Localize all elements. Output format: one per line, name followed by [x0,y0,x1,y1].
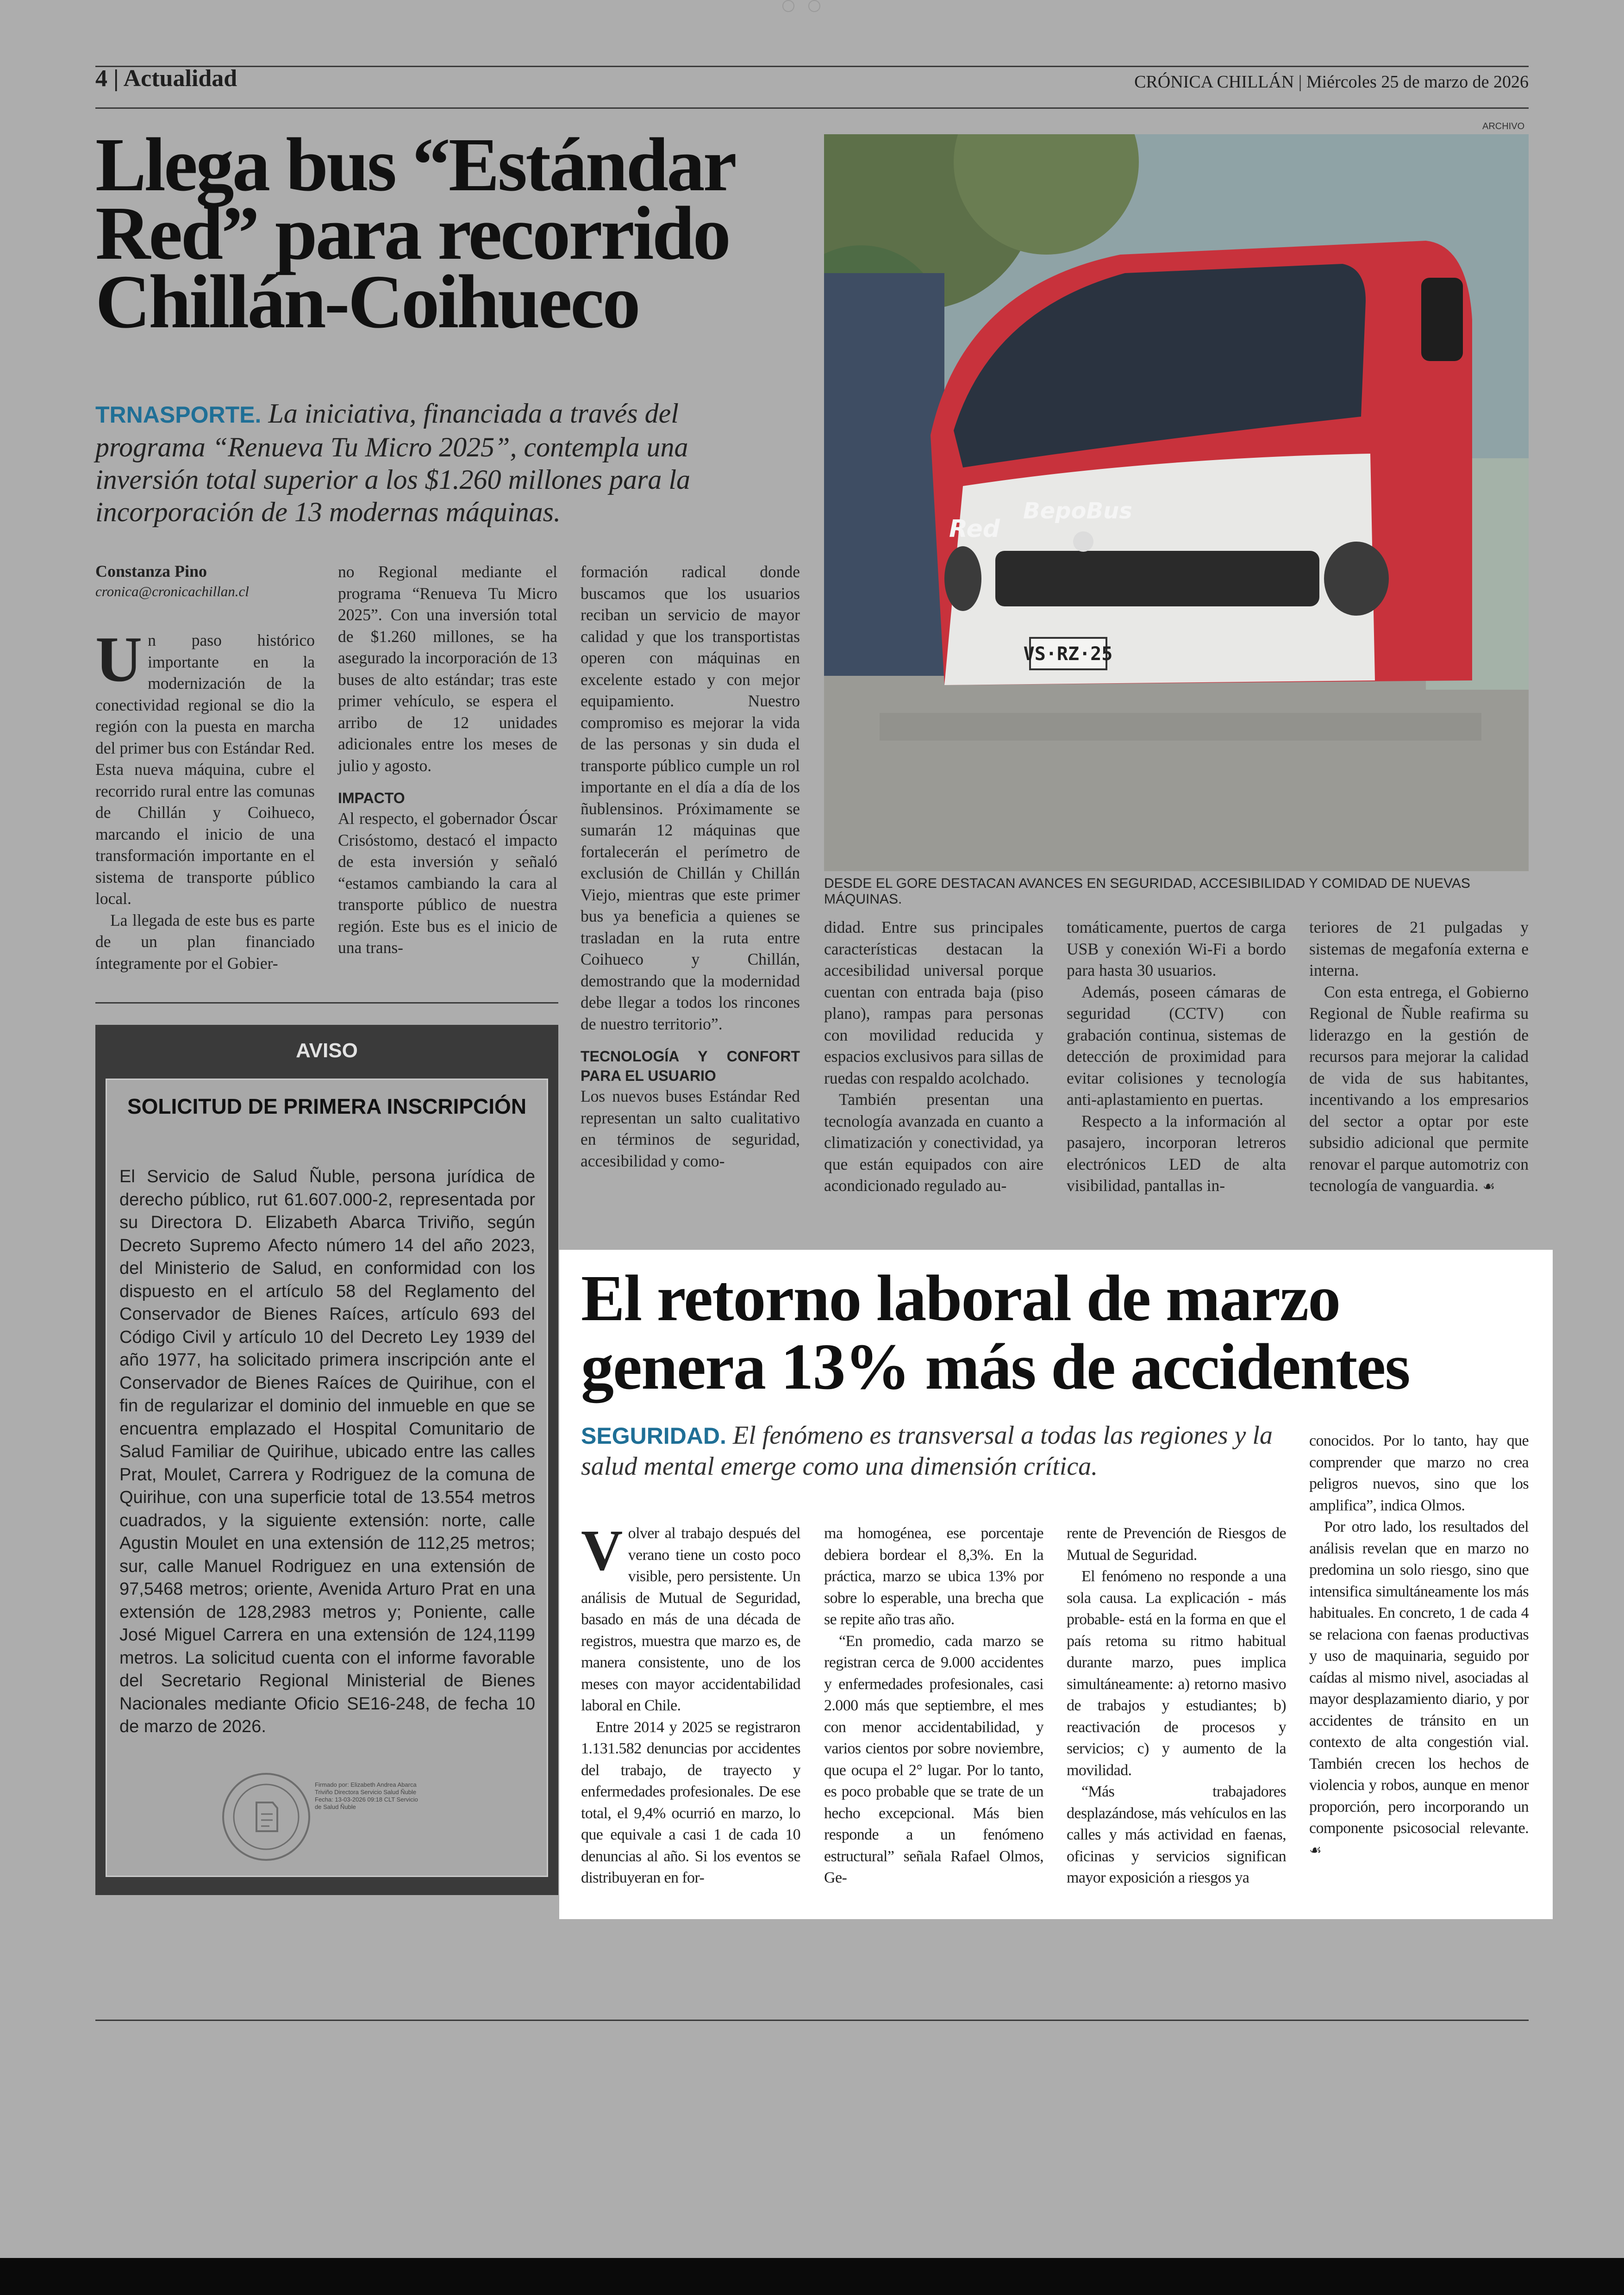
article-deck [95,397,753,528]
seal-graphic [224,1775,308,1859]
article2-kicker: SEGURIDAD. [581,1423,726,1449]
article1-paragraph: tomáticamente, puertos de carga USB y conexión Wi-Fi a bordo para hasta 30 usuarios. [1067,918,1286,979]
end-mark-icon: ☙ [1482,1179,1495,1195]
article1-paragraph: Al respecto, el gobernador Óscar Crisóstomo, destacó el impacto de esta inversión y señaló “estamos cambiando la cara al transporte público de nuestra región. Este bus es el inicio de una trans- [338,809,557,957]
bus-route-sign: Red [949,515,1000,543]
viewer-bottom-bar [0,2258,1624,2295]
page-nav-dots[interactable] [782,0,843,14]
notice-title: SOLICITUD DE PRIMERA INSCRIPCIÓN [127,1094,527,1118]
page-margin [1563,0,1624,2258]
header-bottom-rule [95,107,1529,109]
next-page-dot[interactable] [808,0,820,12]
article-headline: Llega bus “Estándar Red” para recorrido Chillán-Coihueco [95,122,734,344]
article1-paragraph: Además, poseen cámaras de seguridad (CCTV) con grabación continua, sistemas de detección de proximidad para evitar colisiones y tecnología anti-aplastamiento en puertas. [1067,982,1286,1109]
article2-column-3 [1067,1523,1286,1889]
notice-top-rule [95,1002,558,1004]
drop-cap: U [95,624,143,695]
deck-text: El fenómeno es transversal a todas las regiones y la salud mental emerge como una dimensión crítica. [581,1421,1273,1481]
article2-paragraph: conocidos. Por lo tanto, hay que comprender que marzo no crea peligros nuevos, sino que los amplifica”, indica Olmos. [1309,1432,1529,1514]
publication-name: CRÓNICA CHILLÁN [1134,72,1294,92]
bus-brand: BepoBus [1023,498,1132,524]
subhead-impacto: IMPACTO [338,790,405,806]
paragraph-text: Con esta entrega, el Gobierno Regional de Ñuble reafirma su liderazgo en la gestión de recursos para mejorar la calidad de vida de sus habitantes, incentivando a los empresarios del sector a optar por este subsidio adicional que permite renovar el parque automotriz con tecnología de vanguardia. [1309,982,1529,1195]
article2-paragraph [581,1519,800,1717]
paragraph-text: olver al trabajo después del verano tiene un costo poco visible, pero persistente. Un análisis de Mutual de Seguridad, basado en más de una década de registros, muestra que marzo es, de manera consistente, uno de los meses con mayor accidentabilidad laboral en Chile. [581,1525,800,1714]
article2-column-4 [1309,1430,1529,1861]
article1-column-2 [338,561,557,959]
article1-paragraph: También presentan una tecnología avanzada en cuanto a climatización y conectividad, ya que están equipados con aire acondicionado regulado au- [824,1090,1043,1195]
article1-paragraph: La llegada de este bus es parte de un plan financiado íntegramente por el Gobier- [95,911,315,973]
paragraph-text: n paso histórico importante en la modernización de la conectividad regional se dio la región con la puesta en marcha del primer bus con Estándar Red. Esta nueva máquina, cubre el recorrido rural entre las comunas de Chillán y Coihueco, marcando el inicio de una transformación importante en el sistema de transporte público local. [95,631,315,908]
official-seal-icon [222,1773,310,1861]
article1-column-4 [824,917,1043,1197]
article1-column-5 [1067,917,1286,1197]
article1-column-6 [1309,917,1529,1198]
article2-column-2 [824,1523,1043,1889]
article1-paragraph: no Regional mediante el programa “Renueva Tu Micro 2025”. Con una inversión total de $1.260 millones, se ha asegurado la incorporación de 13 buses de alto estándar; tras este primer vehículo, se espera el arribo de 12 unidades adicionales entre los meses de julio y agosto. [338,562,557,775]
article2-paragraph: El fenómeno no responde a una sola causa. La explicación - más probable- está en la forma en que el país retoma su ritmo habitual durante marzo, pues implica simultáneamente: a) retorno masivo de trabajos y estudiantes; b) reactivación de procesos y servicios; c) y aumento de la movilidad. [1067,1568,1286,1779]
notice-body: El Servicio de Salud Ñuble, persona jurídica de derecho público, rut 61.607.000-2, representada por su Directora D. Elizabeth Abarca Triviño, según Decreto Supremo Afecto número 14 del año 2023, del Ministerio de Salud, en conformidad con los dispuesto en el artículo 58 del Reglamento del Conservador de Bienes Raíces, artículo 693 del Código Civil y artículo 10 del Decreto Ley 1939 del año 1977, ha solicitado primera inscripción ante el Conservador de Bienes Raíces de Quirihue, con el fin de regularizar el dominio del inmueble en que se encuentra emplazado el Hospital Comunitario de Salud Familiar de Quirihue, ubicado entre las calles Prat, Moulet, Carrera y Rodriguez de la comuna de Quirihue, con una superficie total de 13.554 metros cuadrados, y la siguiente extensión: norte, calle Agustin Moulet en una extensión de 112,25 metros; sur, calle Manuel Rodriguez en una extensión de 97,5468 metros; oriente, Avenida Arturo Prat en una extensión de 128,2983 metros y; Poniente, calle José Miguel Carrera en una extensión de 124,1199 metros. La solicitud cuenta con el informe favorable del Secretario Regional Ministerial de Bienes Nacionales mediante Oficio SE16-248, de fecha 10 de marzo de 2026. [119,1167,535,1736]
article1-paragraph: Los nuevos buses Estándar Red representan un salto cualitativo en términos de seguridad, accesibilidad y como- [581,1087,800,1170]
article1-paragraph [95,624,315,910]
paragraph-text: Por otro lado, los resultados del análisis revelan que en marzo no predomina un solo riesgo, sino que intensifica simultáneamente los más habituales. En concreto, 1 de cada 4 se relaciona con faenas productivas y uso de maquinaria, seguido por caídas al mismo nivel, asociadas al mayor desplazamiento diario, y por accidentes de tránsito en un contexto de alta congestión vial. También crecen los hechos de violencia y robos, aunque en menor proporción, pero incorporando un componente psicosocial relevante. [1309,1518,1529,1837]
article1-paragraph: didad. Entre sus principales características destacan la accesibilidad universal porque cuentan con entrada baja (piso plano), rampas para personas con movilidad reducida y espacios exclusivos para sillas de ruedas con respaldo acolchado. [824,918,1043,1087]
author-name: Constanza Pino [95,562,207,580]
issue-date: Miércoles 25 de marzo de 2026 [1306,72,1529,92]
prev-page-dot[interactable] [782,0,794,12]
page-header-right: CRÓNICA CHILLÁN | Miércoles 25 de marzo de 2026 [1134,72,1529,92]
article2-headline: El retorno laboral de marzo genera 13% más de accidentes [581,1261,1410,1403]
author-email: cronica@cronicachillan.cl [95,583,249,599]
article2-paragraph: “Más trabajadores desplazándose, más vehículos en las calles y más actividad en faenas, oficinas y servicios significan mayor exposición a riesgos ya [1067,1783,1286,1886]
article2-paragraph: “En promedio, cada marzo se registran cerca de 9.000 accidentes y enfermedades profesionales, casi 2.000 más que septiembre, el mes con menor accidentabilidad, y varios cientos por sobre noviembre, que ocupa el 2° lugar. Por lo tanto, es poco probable que se trate de un hecho excepcional. Más bien responde a un fenómeno estructural” señala Rafael Olmos, Ge- [824,1632,1043,1886]
article1-column-1 [95,561,315,974]
digital-signature: Firmado por: Elizabeth Andrea Abarca Triviño Directora Servicio Salud Ñuble Fecha: 13-03-2026 09:18 CLT Servicio de Salud Ñuble [315,1781,418,1810]
bus-plate: VS·RZ·25 [1023,643,1113,665]
end-mark-icon: ☙ [1309,1842,1322,1858]
article1-paragraph: teriores de 21 pulgadas y sistemas de megafonía externa e interna. [1309,918,1529,979]
drop-cap: V [581,1519,623,1583]
footer-rule [95,2020,1529,2021]
header-top-rule [95,66,1529,67]
section-name: Actualidad [123,65,237,92]
photo-credit: ARCHIVO [1482,121,1525,131]
article2-paragraph: rente de Prevención de Riesgos de Mutual de Seguridad. [1067,1525,1286,1564]
article2-paragraph: Entre 2014 y 2025 se registraron 1.131.582 denuncias por accidentes del trabajo, de trayecto y enfermedades profesionales. De ese total, el 9,4% ocurrió en marzo, lo que equivale a casi 1 de cada 10 denuncias al año. Si los eventos se distribuyeran en for- [581,1718,800,1886]
article1-paragraph [1309,981,1529,1198]
page-number: 4 [95,65,107,92]
article2-deck [581,1420,1289,1482]
article1-paragraph: Respecto a la información al pasajero, incorporan letreros electrónicos LED de alta visibilidad, pantallas in- [1067,1111,1286,1195]
bus-photo [824,134,1529,871]
article2-column-1 [581,1519,800,1889]
article2-paragraph: ma homogénea, ese porcentaje debiera bordear el 8,3%. En la práctica, marzo se ubica 13% por sobre lo esperable, una brecha que se repite año tras año. [824,1525,1043,1628]
article1-paragraph: formación radical donde buscamos que los usuarios reciban un servicio de mayor calidad y que los transportistas operen con máquinas en excelente estado y con mejor equipamiento. Nuestro compromiso es mejorar la vida de las personas y sin duda el transporte público cumple un rol importante en el día a día de los ñublensinos. Próximamente se sumarán 12 máquinas que fortalecerán el perímetro de exclusión de Chillán y Chillán Viejo, mientras que este primer bus ya beneficia a quienes se trasladan en la ruta entre Coihueco y Chillán, demostrando que la modernidad debe llegar a todos los rincones de nuestro territorio”. [581,562,800,1033]
notice-label: AVISO [296,1039,358,1062]
bus-photo-illustration [824,134,1529,871]
page-header-left: 4 | Actualidad [95,65,237,92]
article1-column-3 [581,561,800,1172]
article2-paragraph [1309,1516,1529,1861]
deck-text: La iniciativa, financiada a través del programa “Renueva Tu Micro 2025”, contempla una inversión total superior a los $1.260 millones para la incorporación de 13 modernas máquinas. [95,398,691,527]
subhead-tecnologia: TECNOLOGÍA Y CONFORT PARA EL USUARIO [581,1048,800,1084]
photo-caption: DESDE EL GORE DESTACAN AVANCES EN SEGURIDAD, ACCESIBILIDAD Y COMIDAD DE NUEVAS MÁQUINAS. [824,876,1470,907]
article-kicker: TRNASPORTE. [95,402,262,428]
